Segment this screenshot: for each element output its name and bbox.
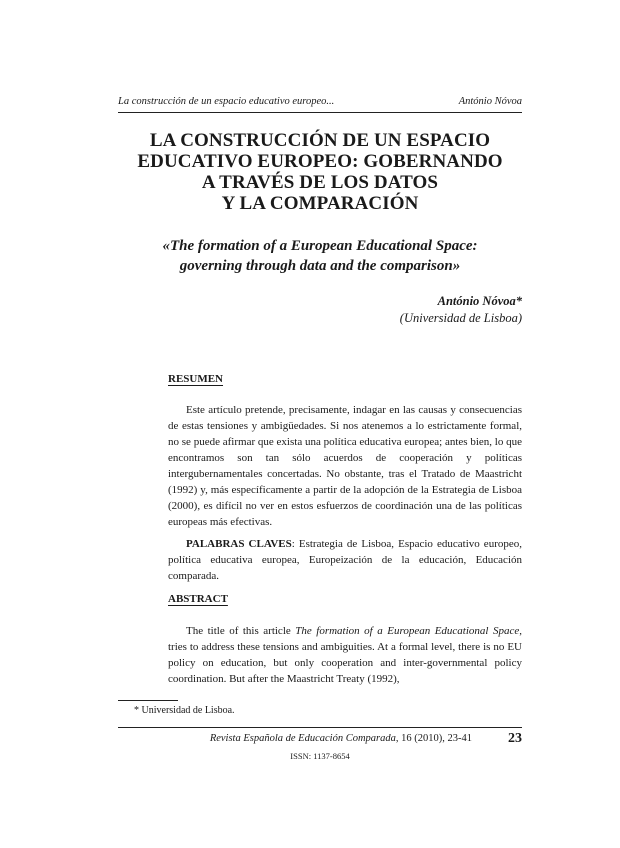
title-line: Y LA COMPARACIÓN [221, 193, 419, 214]
footer-rule [118, 727, 522, 728]
abstract-paragraph [168, 623, 522, 687]
journal-citation [118, 733, 472, 744]
page-number: 23 [508, 731, 522, 746]
english-title [118, 236, 522, 276]
article-title [118, 130, 522, 214]
footnote-rule [118, 700, 178, 701]
author-affiliation: (Universidad de Lisboa) [399, 311, 522, 325]
abstract-italic-title: The formation of a European Educational Space [295, 625, 520, 637]
title-line: LA CONSTRUCCIÓN DE UN ESPACIO [149, 130, 491, 151]
running-header [118, 96, 522, 107]
subtitle-line: governing through data and the comparison» [179, 258, 461, 274]
title-line: A TRAVÉS DE LOS DATOS [201, 172, 439, 193]
author-name: António Nóvoa* [437, 294, 522, 308]
title-line: EDUCATIVO EUROPEO: GOBERNANDO [137, 151, 503, 172]
issn: ISSN: 1137-8654 [290, 751, 350, 761]
footnote: * Universidad de Lisboa. [134, 705, 235, 716]
abstract-text-after: , tries to address these tensions and ambiguities. At a formal level, there is no EU policy on education, but only cooperation and inter-governmental policy coordination. But after the Maastricht Treaty (1992), [168, 625, 522, 685]
header-rule [118, 112, 522, 113]
resumen-body [168, 402, 522, 584]
resumen-heading: RESUMEN [168, 373, 224, 385]
running-header-title: La construcción de un espacio educativo europeo... [118, 96, 335, 107]
abstract-body [168, 623, 522, 687]
journal-volume: , 16 (2010), 23-41 [395, 733, 472, 744]
keywords-text: : Estrategia de Lisboa, Espacio educativo europeo, política educativa europea, Europeización de la educación, Educación comparada. [168, 538, 522, 582]
journal-name: Revista Española de Educación Comparada [209, 733, 396, 744]
abstract-text-before: The title of this article [186, 625, 296, 637]
subtitle-line: «The formation of a European Educational Space: [162, 238, 478, 254]
keywords-paragraph [168, 536, 522, 584]
resumen-paragraph: Este artículo pretende, precisamente, indagar en las causas y consecuencias de estas tensiones y ambigüedades. Si nos atenemos a lo estrictamente formal, no se puede afirmar que exista una política educativa europea; antes bien, lo que encontramos son tan sólo acuerdos de cooperación y políticas intergubernamentales concertadas. No obstante, tras el Tratado de Maastricht (1992) y, más específicamente a partir de la adopción de la Estrategia de Lisboa (2000), es difícil no ver en estos esfuerzos de coordinación una de las políticas europeas más efectivas. [168, 404, 522, 528]
running-header-author: António Nóvoa [458, 96, 522, 107]
abstract-heading: ABSTRACT [168, 593, 228, 605]
keywords-label: PALABRAS CLAVES [186, 538, 292, 550]
author-block [300, 293, 522, 327]
